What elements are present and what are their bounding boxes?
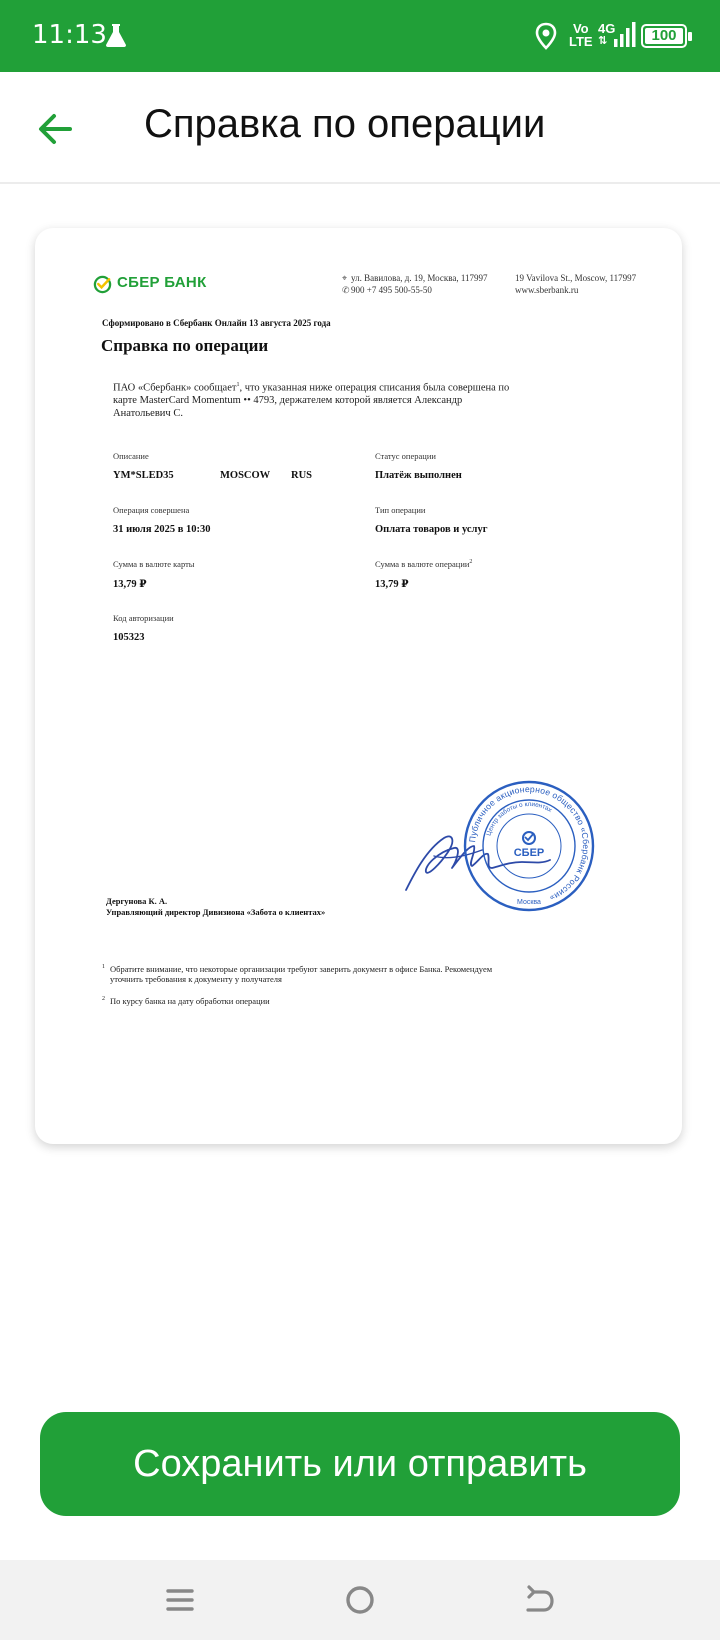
svg-text:Центр заботы о клиентах: Центр заботы о клиентах: [485, 800, 553, 837]
location-icon: [534, 22, 558, 50]
address-en: 19 Vavilova St., Moscow, 117997 www.sberbank.ru: [515, 273, 637, 295]
svg-text:Москва: Москва: [517, 899, 541, 906]
svg-text:Публичное акционерное общество: Публичное акционерное общество «Сбербанк России»: [467, 783, 592, 904]
phone-icon: ✆: [342, 285, 350, 295]
description-city: MOSCOW: [220, 470, 271, 481]
description-country: RUS: [291, 470, 313, 481]
auth-code-label: Код авторизации: [113, 613, 174, 623]
battery-level: 100: [645, 28, 683, 44]
description-label: Описание: [113, 451, 149, 461]
signer-block: [106, 896, 325, 918]
volte-indicator: Vo LTE: [569, 21, 593, 49]
page-title: Справка по операции: [144, 102, 546, 146]
document-preview: [35, 228, 682, 1144]
pin-icon: ⌖: [342, 273, 348, 283]
status-label: Статус операции: [375, 451, 436, 461]
home-icon[interactable]: [342, 1582, 378, 1618]
signer-title: Управляющий директор Дивизиона «Забота о клиентах»: [106, 907, 326, 917]
system-nav-bar: [0, 1560, 720, 1640]
app-bar: [0, 72, 720, 184]
arrow-left-icon[interactable]: [34, 108, 76, 150]
auth-code-value: 105323: [113, 632, 145, 643]
amount-op-value: 13,79 ₽: [375, 579, 409, 590]
type-label: Тип операции: [375, 505, 426, 515]
network-indicator: 4G ⇅: [598, 21, 616, 47]
svg-text:СБЕР: СБЕР: [513, 847, 545, 859]
footnote-1: 1 Обратите внимание, что некоторые организации требуют заверить документ в офисе Банка. Рекомендуем уточнить требования к документу у получателя: [102, 964, 493, 984]
amount-card-value: 13,79 ₽: [113, 579, 147, 590]
datetime-value: 31 июля 2025 в 10:30: [113, 524, 211, 535]
footnote-2: 2 По курсу банка на дату обработки операции: [102, 996, 270, 1006]
address-ru: ⌖ ул. Вавилова, д. 19, Москва, 117997 ✆900 +7 495 500-55-50: [342, 273, 488, 295]
flask-icon: [104, 22, 128, 48]
amount-card-label: Сумма в валюте карты: [113, 559, 195, 569]
datetime-label: Операция совершена: [113, 505, 190, 515]
type-value: Оплата товаров и услуг: [375, 524, 488, 535]
status-time: 11:13: [32, 20, 107, 50]
back-icon[interactable]: [522, 1582, 558, 1618]
amount-op-label: Сумма в валюте операции$^2$: [375, 559, 473, 569]
document-title: Справка по операции: [101, 336, 269, 355]
signal-icon: [614, 22, 636, 48]
signer-name: Дергунова К. А.: [106, 896, 168, 906]
battery-icon: [641, 24, 687, 48]
status-value: Платёж выполнен: [375, 470, 462, 481]
sber-check-icon: [93, 275, 112, 294]
save-or-send-button[interactable]: Сохранить или отправить: [40, 1412, 680, 1516]
logo-text: СБЕР БАНК: [117, 274, 207, 291]
company-stamp: [461, 778, 597, 914]
status-bar: [0, 0, 720, 72]
formed-date: Сформировано в Сбербанк Онлайн 13 августа 2025 года: [102, 318, 331, 328]
intro-text: ПАО «Сбербанк» сообщает$^1$, что указанная ниже операция списания была совершена по карте MasterCard Momentum •• 4793, держателем которой является Александр Анатольевич С.: [113, 382, 510, 419]
sber-logo: [93, 274, 221, 296]
description-merchant: YM*SLED35: [113, 470, 174, 481]
menu-icon[interactable]: [162, 1582, 198, 1618]
